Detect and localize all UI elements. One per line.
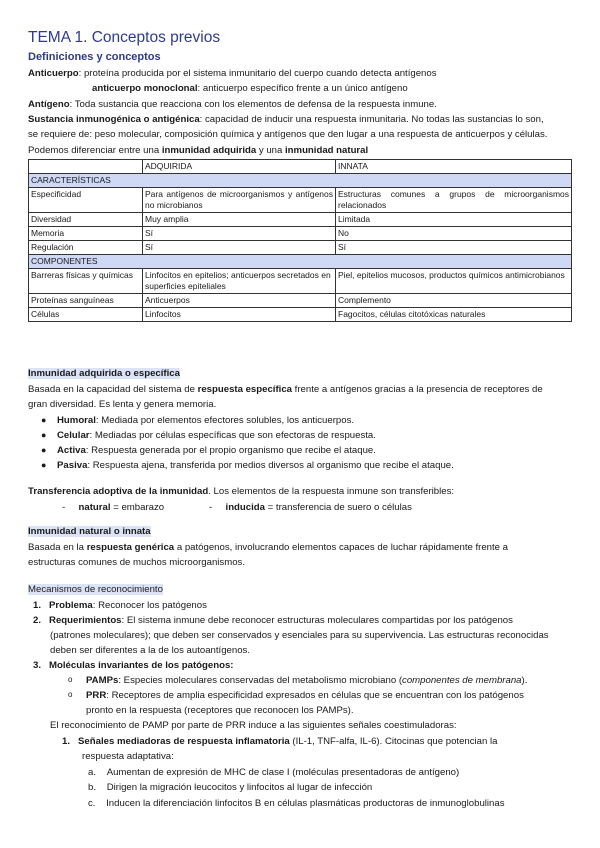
cell-adquirida: Anticuerpos [143, 294, 336, 308]
heading-text: Inmunidad natural o innata [28, 526, 151, 537]
term: PAMPs [86, 675, 119, 686]
term: respuesta específica [197, 384, 293, 395]
cell-adquirida: Muy amplia [143, 213, 336, 227]
text: ). [521, 675, 528, 686]
natural-para-line1 [28, 541, 508, 554]
section-heading-adquirida [28, 367, 180, 380]
text: : anticuerpo específico frente a un único antígeno [197, 83, 408, 94]
term: inducida [225, 502, 265, 513]
text: frente a antígenos gracias a la presencia de receptores de [292, 384, 543, 395]
sub-list-item [88, 797, 505, 810]
num: c. [88, 798, 96, 809]
text: a patógenos, involucrando elementos capaces de luchar rápidamente frente a [174, 542, 509, 553]
cell-innata: Piel, epitelios mucosos, productos químicos antimicrobianos [336, 269, 572, 294]
list-item-moleculas [33, 659, 233, 672]
text: Aumentan de expresión de MHC de clase I (moléculas presentadoras de antígeno) [106, 767, 460, 778]
term: natural [78, 502, 111, 513]
cell-adquirida: Linfocitos en epitelios; anticuerpos secretados en superficies epiteliales [143, 269, 336, 294]
cell-innata: Limitada [336, 213, 572, 227]
term: Antígeno [28, 99, 70, 110]
term: Moléculas invariantes de los patógenos: [49, 660, 234, 671]
section-heading-mecanismos [28, 583, 163, 596]
text: : Receptores de amplia especificidad expresados en células que se encuentran con los patógenos [106, 690, 524, 701]
adquirida-para-line1 [28, 383, 543, 396]
bullet-icon: ● [41, 430, 47, 440]
text: : Respuesta generada por el propio organismo que recibe el ataque. [85, 445, 376, 456]
circle-bullet-icon: o [68, 690, 73, 699]
text: : Respuesta ajena, transferida por medios diversos al organismo que recibe el ataque. [87, 460, 454, 471]
adquirida-para-line2: gran diversidad. Es lenta y genera memoria. [28, 399, 217, 410]
term-natural: inmunidad natural [285, 145, 369, 156]
sub-list-item [88, 766, 459, 779]
text: = embarazo [110, 502, 165, 513]
table-header: ADQUIRIDA [143, 160, 336, 174]
table-header: INNATA [336, 160, 572, 174]
comparison-table [28, 159, 572, 322]
num: a. [88, 767, 97, 778]
term: Activa [57, 445, 86, 456]
num: 3. [33, 660, 42, 671]
bullet-icon: ● [41, 460, 47, 470]
section-heading-definiciones: Definiciones y conceptos [28, 51, 161, 63]
text: : Toda sustancia que reacciona con los elementos de defensa de la respuesta inmune. [69, 99, 437, 110]
def-sustancia [28, 113, 544, 126]
term: anticuerpo monoclonal [92, 83, 198, 94]
term: Humoral [57, 415, 96, 426]
text: y una [256, 145, 286, 156]
transferencia-line [28, 485, 454, 498]
table-section-row [29, 255, 572, 269]
term: Requerimientos [49, 615, 122, 626]
term: PRR [86, 690, 107, 701]
text: Inducen la diferenciación linfocitos B en células plasmáticas productoras de inmunoglobulinas [106, 798, 505, 809]
italic-text: componentes de membrana [402, 675, 522, 686]
section-label: CARACTERÍSTICAS [29, 174, 572, 188]
cell-innata: Fagocitos, células citotóxicas naturales [336, 308, 572, 322]
num: 1. [62, 736, 71, 747]
list-item [57, 414, 354, 427]
transferencia-inducida [209, 501, 412, 514]
circle-bullet-icon: o [68, 675, 73, 684]
section-label: COMPONENTES [29, 255, 572, 269]
term-adquirida: inmunidad adquirida [161, 145, 257, 156]
page-title: TEMA 1. Conceptos previos [28, 29, 221, 46]
text: : Especies moleculares conservadas del metabolismo microbiano ( [118, 675, 403, 686]
text: Basada en la capacidad del sistema de [28, 384, 198, 395]
table-cell [29, 160, 143, 174]
table-row [29, 308, 572, 322]
cell-adquirida: Linfocitos [143, 308, 336, 322]
term: Pasiva [57, 460, 88, 471]
num: b. [88, 782, 97, 793]
row-label: Barreras físicas y químicas [29, 269, 143, 294]
def-anticuerpo [28, 67, 437, 80]
cell-innata: Sí [336, 241, 572, 255]
text: = transferencia de suero o células [264, 502, 412, 513]
transferencia-natural [62, 501, 164, 514]
def-antigeno [28, 98, 437, 111]
reconocimiento-line: El reconocimiento de PAMP por parte de PRR induce a las siguientes señales coestimuladoras: [50, 720, 457, 731]
text: : Mediadas por células específicas que son efectoras de respuesta. [89, 430, 376, 441]
text: : capacidad de inducir una respuesta inmunitaria. No todas las sustancias lo son, [199, 114, 544, 125]
prr-line2: pronto en la respuesta (receptores que reconocen los PAMPs). [86, 705, 354, 716]
cell-innata: Estructuras comunes a grupos de microorganismos relacionados [336, 188, 572, 213]
senales-line2: respuesta adaptativa: [82, 751, 174, 762]
def-sustancia-line2: se requiere de: peso molecular, composición química y antígenos que den lugar a una respuesta de anticuerpos y células. [28, 129, 548, 140]
list-item-problema [33, 599, 207, 612]
requerimientos-line3: deben ser diferentes a la de los autoantígenos. [50, 645, 251, 656]
cell-adquirida: Sí [143, 241, 336, 255]
cell-adquirida: Para antígenos de microorganismos y antígenos no microbianos [143, 188, 336, 213]
text: : Reconocer los patógenos [92, 600, 207, 611]
requerimientos-line2: (patrones moleculares); que deben ser conservados y esenciales para su supervivencia. Las estructuras reconocidas [50, 630, 549, 641]
list-item [57, 429, 376, 442]
senales-line [62, 735, 498, 748]
table-section-row [29, 174, 572, 188]
prr-line [86, 689, 524, 702]
diferenciar-line [28, 144, 368, 157]
sub-list-item [88, 781, 372, 794]
row-label: Regulación [29, 241, 143, 255]
list-item [57, 444, 376, 457]
term: Sustancia inmunogénica o antigénica [28, 114, 200, 125]
term: Anticuerpo [28, 68, 79, 79]
table-row [29, 294, 572, 308]
section-heading-natural [28, 525, 151, 538]
def-monoclonal [92, 82, 408, 95]
text: : proteína producida por el sistema inmunitario del cuerpo cuando detecta antígenos [78, 68, 437, 79]
term: respuesta genérica [86, 542, 175, 553]
term: Celular [57, 430, 90, 441]
row-label: Memoria [29, 227, 143, 241]
row-label: Diversidad [29, 213, 143, 227]
bullet-icon: ● [41, 445, 47, 455]
term: Transferencia adoptiva de la inmunidad [28, 486, 209, 497]
table-row [29, 213, 572, 227]
cell-innata: Complemento [336, 294, 572, 308]
num: 1. [33, 600, 42, 611]
heading-text: Mecanismos de reconocimiento [28, 584, 163, 595]
row-label: Células [29, 308, 143, 322]
text: (IL-1, TNF-alfa, IL-6). Citocinas que potencian la [289, 736, 498, 747]
text: : El sistema inmune debe reconocer estructuras moleculares compartidas por los patógenos [121, 615, 513, 626]
dash: - [62, 502, 66, 513]
list-item [57, 459, 454, 472]
term: Señales mediadoras de respuesta inflamatoria [78, 736, 290, 747]
list-item-requerimientos [33, 614, 513, 627]
text: Basada en la [28, 542, 87, 553]
cell-innata: No [336, 227, 572, 241]
table-header-row [29, 160, 572, 174]
num: 2. [33, 615, 42, 626]
dash: - [209, 502, 213, 513]
text: Podemos diferenciar entre una [28, 145, 162, 156]
table-row [29, 188, 572, 213]
table-row [29, 269, 572, 294]
table-row [29, 241, 572, 255]
table-row [29, 227, 572, 241]
natural-para-line2: estructuras comunes de muchos microorganismos. [28, 557, 246, 568]
row-label: Especificidad [29, 188, 143, 213]
text: Dirigen la migración leucocitos y linfocitos al lugar de infección [106, 782, 373, 793]
row-label: Proteínas sanguíneas [29, 294, 143, 308]
cell-adquirida: Sí [143, 227, 336, 241]
text: : Mediada por elementos efectores solubles, los anticuerpos. [95, 415, 355, 426]
term: Problema [49, 600, 93, 611]
pamps-line [86, 674, 527, 687]
text: . Los elementos de la respuesta inmune son transferibles: [208, 486, 455, 497]
bullet-icon: ● [41, 415, 47, 425]
heading-text: Inmunidad adquirida o específica [28, 368, 180, 379]
